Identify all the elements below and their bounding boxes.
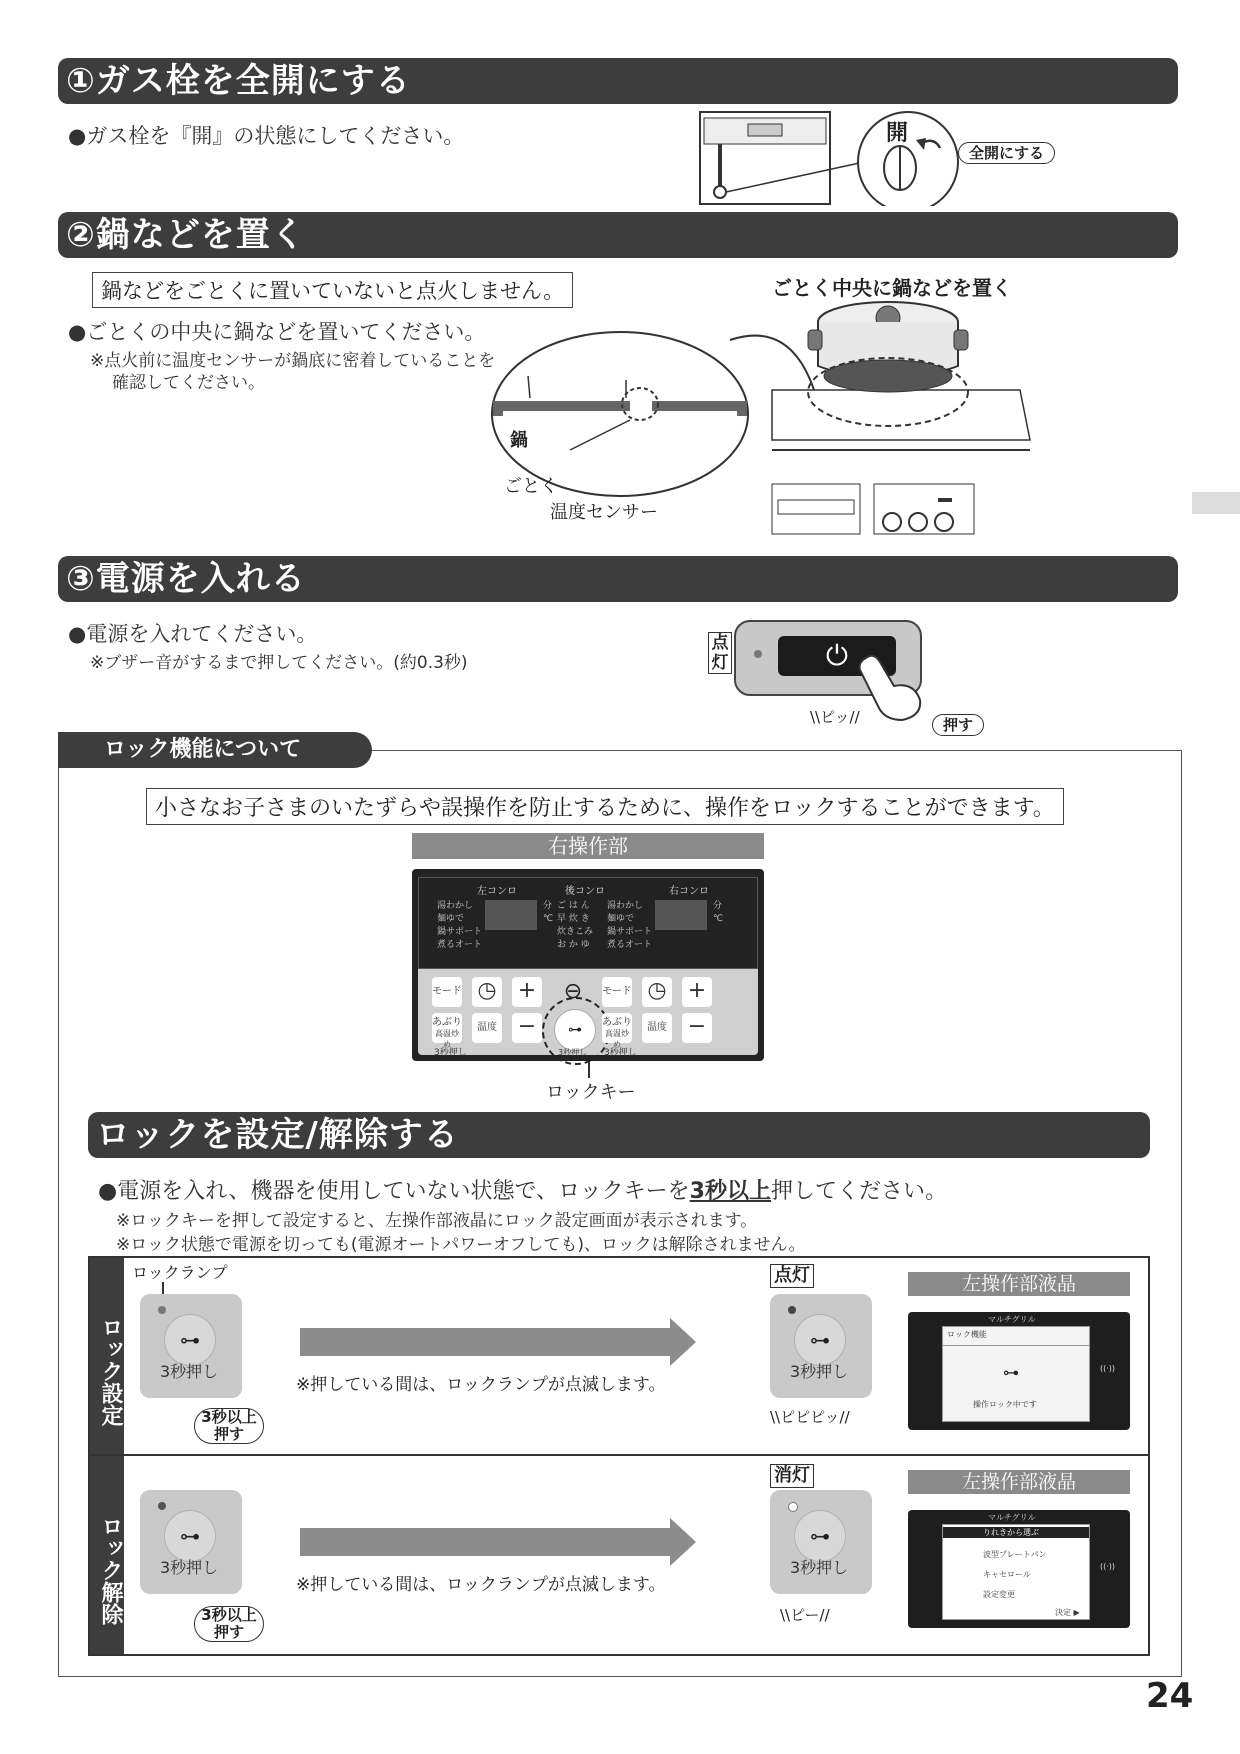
lock-lamp-off bbox=[158, 1306, 166, 1314]
lit-label-1: 点 bbox=[711, 633, 729, 653]
lit-label-2: 灯 bbox=[711, 653, 729, 673]
pot-on-burner-figure bbox=[490, 300, 1050, 546]
lock-set-blink-note: ※押している間は、ロックランプが点滅します。 bbox=[296, 1375, 666, 1395]
power-lamp bbox=[754, 650, 762, 658]
push-pill: 押す bbox=[932, 714, 984, 736]
step3-text: ●電源を入れてください。 bbox=[68, 622, 318, 646]
hold-3sec-pill-set: 3秒以上 押す bbox=[194, 1408, 264, 1444]
right-timer-button[interactable]: ◷ bbox=[642, 977, 672, 1007]
arrow-right-icon bbox=[300, 1528, 670, 1556]
arrow-right-icon bbox=[300, 1328, 670, 1356]
lock-note-2: ※ロック状態で電源を切っても(電源オートパワーオフしても)、ロックは解除されません。 bbox=[116, 1235, 806, 1255]
left-temp-button[interactable]: 温度 bbox=[472, 1013, 502, 1043]
right-control-panel bbox=[412, 869, 764, 1061]
right-burner-label: 右コンロ bbox=[669, 886, 709, 897]
pressing-hand-icon bbox=[856, 652, 926, 722]
lock-release-side-label: ロック解除 bbox=[90, 1456, 124, 1654]
left-mode-button[interactable]: モード bbox=[432, 977, 462, 1007]
left-plus-button[interactable]: + bbox=[512, 977, 542, 1007]
lock-note-1: ※ロックキーを押して設定すると、左操作部液晶にロック設定画面が表示されます。 bbox=[116, 1211, 758, 1231]
beep-sound-label: \\ピッ// bbox=[810, 708, 860, 726]
lock-lamp-label: ロックランプ bbox=[132, 1263, 228, 1282]
left-3sec-label: 3秒押し bbox=[434, 1048, 467, 1058]
lock-key-leader bbox=[588, 1062, 590, 1078]
rear-mode-list: ご は ん 早 炊 き 炊きこみ お か ゆ bbox=[557, 901, 594, 950]
step2-warning-box: 鍋などをごとくに置いていないと点火しません。 bbox=[92, 272, 573, 308]
center-3sec-label: 3秒押し bbox=[558, 1048, 588, 1057]
step3-note: ※ブザー音がするまで押してください。(約0.3秒) bbox=[90, 653, 468, 673]
step2-heading: ②鍋などを置く bbox=[58, 212, 1178, 258]
right-aburi-button[interactable]: あぶり 高温炒め bbox=[602, 1013, 632, 1043]
right-3sec-label: 3秒押し bbox=[604, 1048, 637, 1058]
lock-set-release-heading: ロックを設定/解除する bbox=[88, 1112, 1150, 1158]
key-icon: ⊶ bbox=[810, 1328, 830, 1352]
left-aburi-button[interactable]: あぶり 高温炒め bbox=[432, 1013, 462, 1043]
open-label: 開 bbox=[886, 121, 909, 146]
lock-section-tab: ロック機能について bbox=[58, 732, 372, 768]
left-units: 分 ℃ bbox=[543, 901, 554, 924]
temperature-sensor-label: 温度センサー bbox=[550, 502, 658, 523]
lock-release-lcd-screen: マルチグリル りれきから選ぶ 波型プレートパン キャセロール 設定変更 決定 ▶ ((·)) bbox=[908, 1510, 1130, 1628]
lock-set-key[interactable]: ⊶ 3秒押し bbox=[140, 1294, 242, 1398]
lock-release-lcd-title: 左操作部液晶 bbox=[908, 1470, 1130, 1494]
power-button-figure bbox=[704, 618, 994, 738]
lock-instruction: ●電源を入れ、機器を使用していない状態で、ロックキーを3秒以上押してください。 bbox=[98, 1179, 947, 1204]
lock-lamp-on bbox=[788, 1306, 796, 1314]
left-minus-button[interactable]: − bbox=[512, 1013, 542, 1043]
lock-set-key-after: ⊶ 3秒押し bbox=[770, 1294, 872, 1398]
rear-burner-label: 後コンロ bbox=[565, 886, 605, 897]
lock-procedure-table bbox=[88, 1256, 1150, 1656]
lock-release-blink-note: ※押している間は、ロックランプが点滅します。 bbox=[296, 1575, 666, 1595]
step2-text: ●ごとくの中央に鍋などを置いてください。 bbox=[68, 320, 486, 344]
left-lcd bbox=[485, 900, 537, 930]
lamp-off-label: 消灯 bbox=[770, 1464, 814, 1488]
grill-icon: ⊖ bbox=[563, 979, 583, 1004]
lamp-on-label: 点灯 bbox=[770, 1264, 814, 1288]
right-minus-button[interactable]: − bbox=[682, 1013, 712, 1043]
pot-figure-caption: ごとく中央に鍋などを置く bbox=[772, 276, 1012, 300]
lock-set-sound: \\ピピピッ// bbox=[770, 1408, 850, 1426]
right-mode-button[interactable]: モード bbox=[602, 977, 632, 1007]
gas-valve-figure bbox=[698, 110, 1058, 206]
step1-text: ●ガス栓を『開』の状態にしてください。 bbox=[68, 124, 465, 148]
key-icon: ⊶ bbox=[180, 1328, 200, 1352]
right-plus-button[interactable]: + bbox=[682, 977, 712, 1007]
step3-heading: ③電源を入れる bbox=[58, 556, 1178, 602]
lock-release-key-after: ⊶ 3秒押し bbox=[770, 1490, 872, 1594]
right-units: 分 ℃ bbox=[713, 901, 724, 924]
signal-icon: ((·)) bbox=[1100, 1562, 1116, 1571]
step1-heading: ①ガス栓を全開にする bbox=[58, 58, 1178, 104]
lock-set-lcd-title: 左操作部液晶 bbox=[908, 1272, 1130, 1296]
hold-3sec-pill-release: 3秒以上 押す bbox=[194, 1606, 264, 1642]
lock-set-lcd-screen: マルチグリル ロック機能 ⊶ 操作ロック中です ((·)) bbox=[908, 1312, 1130, 1430]
left-burner-label: 左コンロ bbox=[477, 886, 517, 897]
gotoku-label: ごとく bbox=[504, 476, 558, 497]
lock-lamp-on bbox=[158, 1502, 166, 1510]
lock-release-sound: \\ピー// bbox=[780, 1606, 830, 1624]
signal-icon: ((·)) bbox=[1100, 1364, 1116, 1373]
key-icon: ⊶ bbox=[810, 1524, 830, 1548]
right-panel-title: 右操作部 bbox=[412, 833, 764, 859]
fully-open-pill: 全開にする bbox=[958, 142, 1055, 164]
page-number: 24 bbox=[1146, 1676, 1194, 1716]
key-icon: ⊶ bbox=[180, 1524, 200, 1548]
step2-note-line2: 確認してください。 bbox=[112, 373, 265, 393]
key-icon: ⊶ bbox=[1003, 1363, 1019, 1382]
key-icon: ⊶ bbox=[568, 1022, 582, 1038]
step2-note-line1: ※点火前に温度センサーが鍋底に密着していることを bbox=[90, 351, 496, 371]
lock-set-side-label: ロック設定 bbox=[90, 1258, 124, 1454]
right-lcd bbox=[655, 900, 707, 930]
lock-key-label: ロックキー bbox=[546, 1082, 636, 1103]
nabe-label: 鍋 bbox=[510, 430, 528, 451]
page-edge-tab bbox=[1192, 492, 1240, 514]
power-icon: ⏻ bbox=[778, 636, 896, 676]
right-mode-list: 湯わかし 麺ゆで 鍋サポート 煮るオート bbox=[607, 901, 653, 950]
lock-intro-box: 小さなお子さまのいたずらや誤操作を防止するために、操作をロックすることができます。 bbox=[146, 788, 1064, 825]
left-timer-button[interactable]: ◷ bbox=[472, 977, 502, 1007]
lock-release-key[interactable]: ⊶ 3秒押し bbox=[140, 1490, 242, 1594]
right-temp-button[interactable]: 温度 bbox=[642, 1013, 672, 1043]
left-mode-list: 湯わかし 麺ゆで 鍋サポート 煮るオート bbox=[437, 901, 483, 950]
